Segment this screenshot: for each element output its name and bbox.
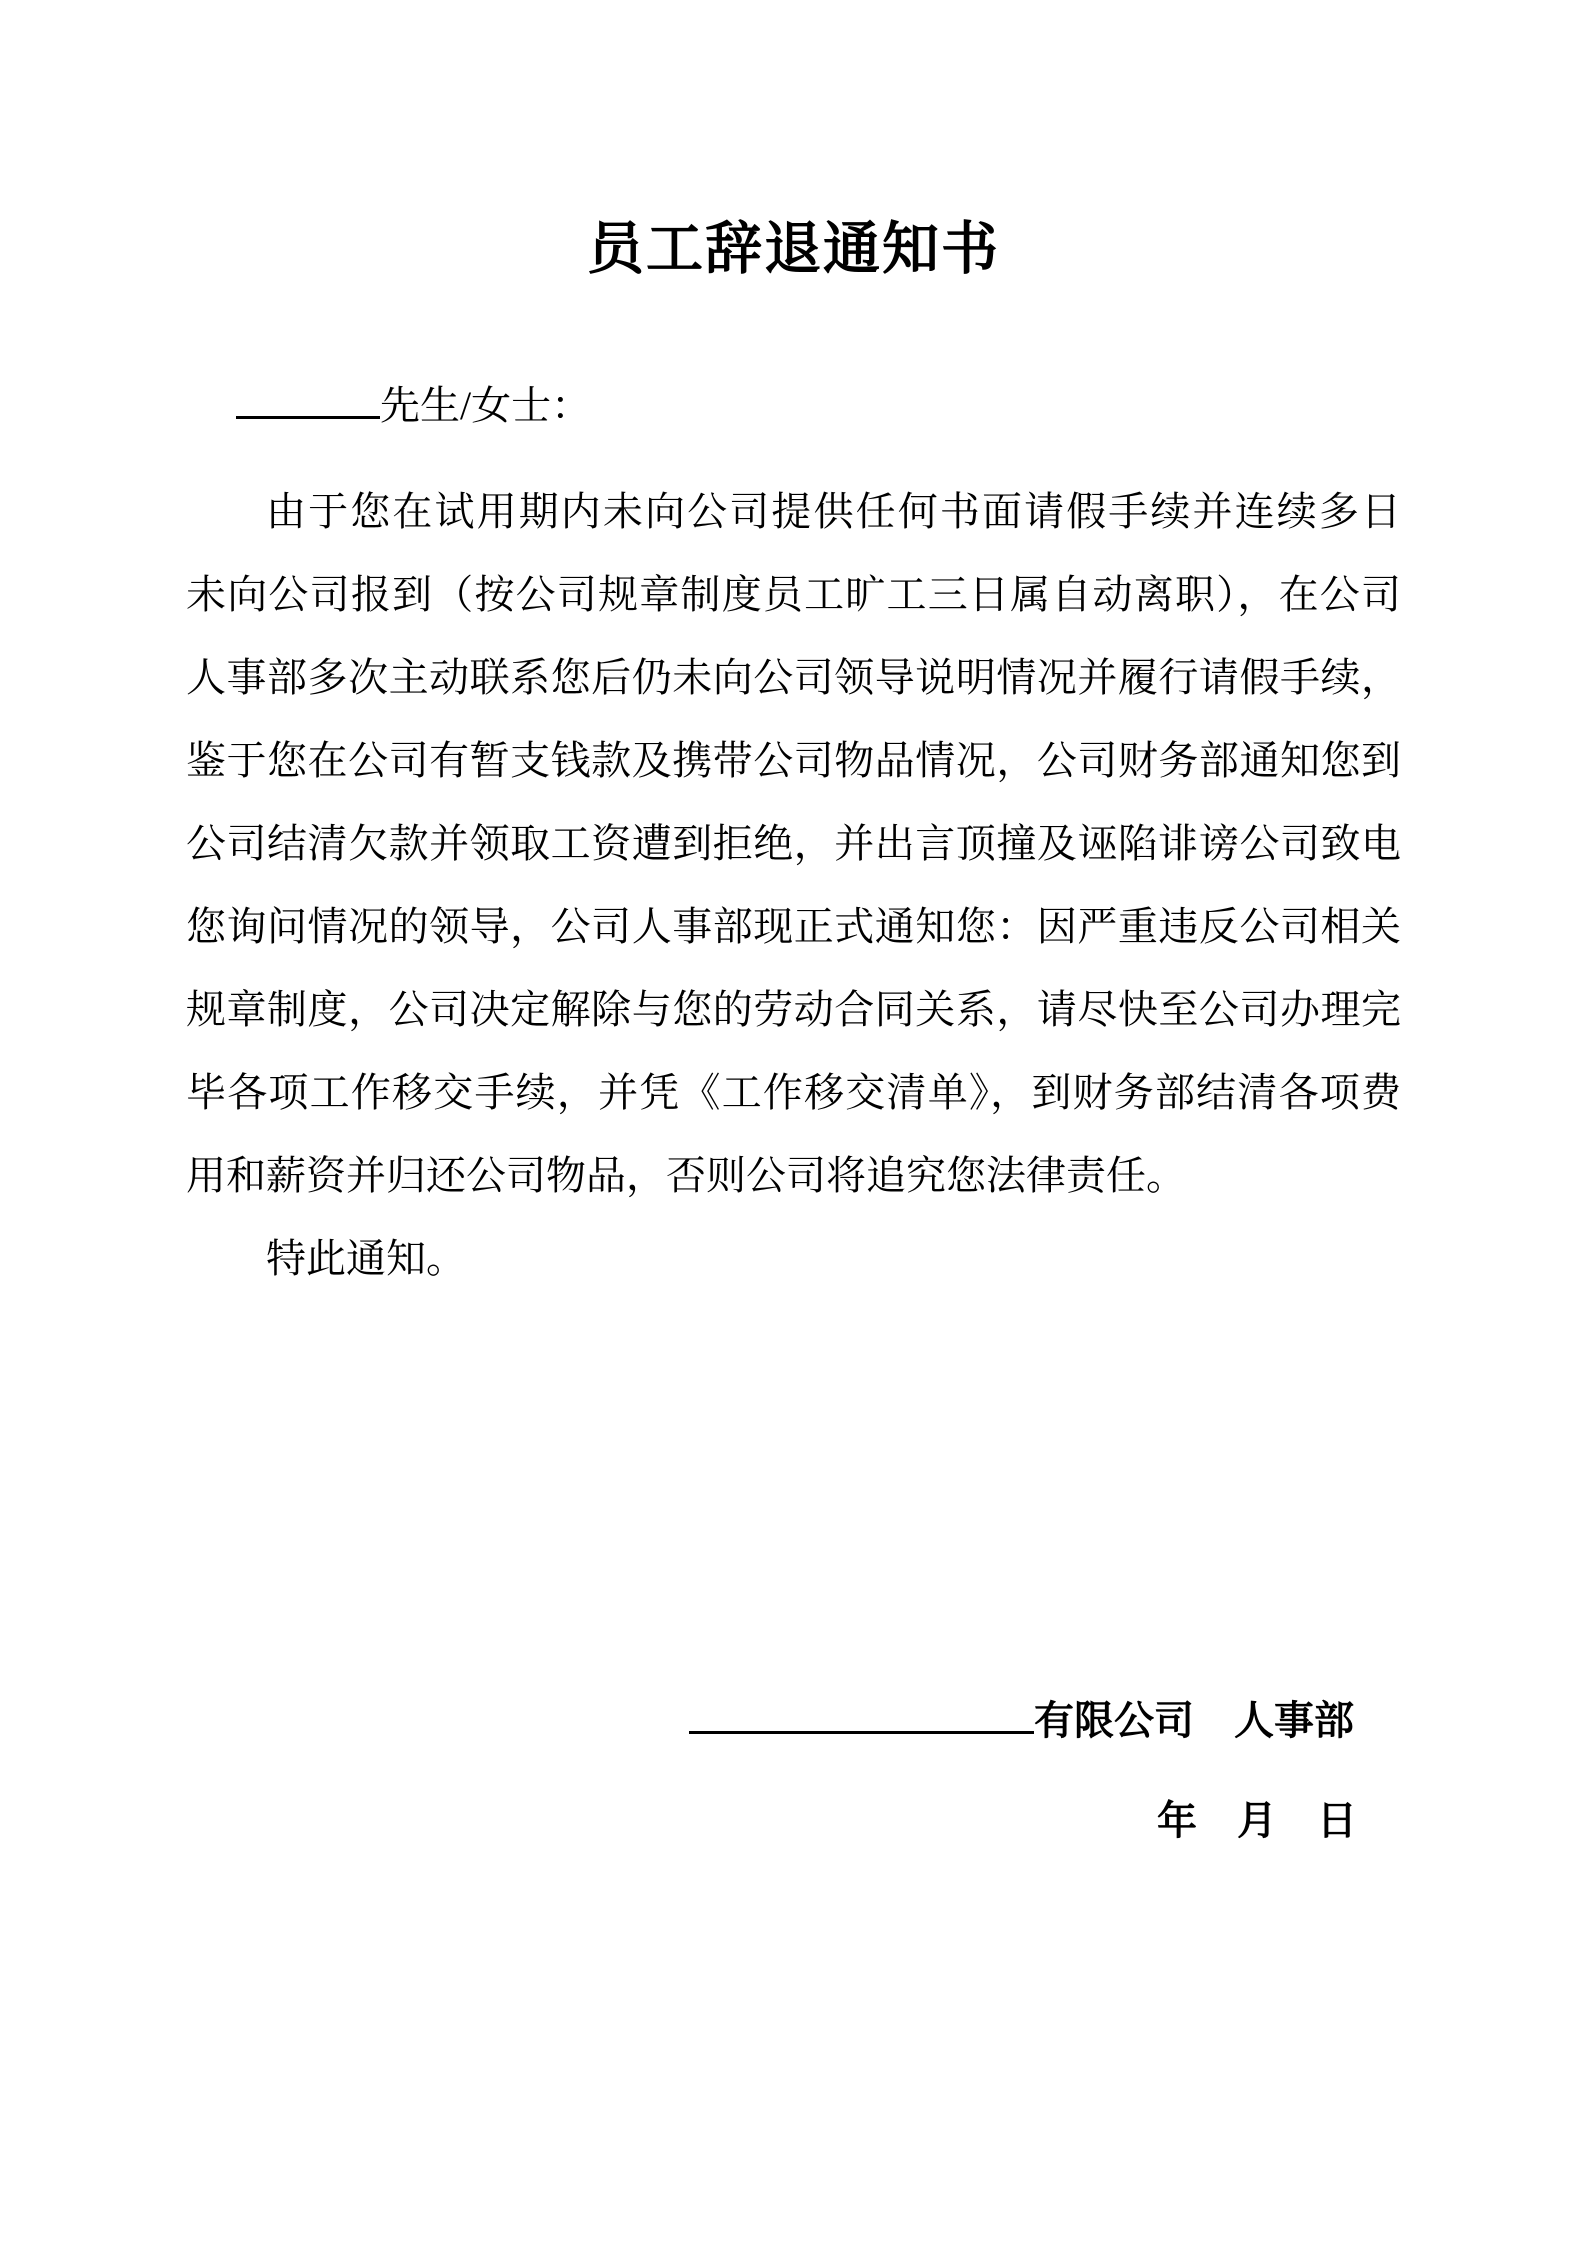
recipient-name-blank-line — [236, 410, 380, 419]
company-signature-label: 有限公司 人事部 — [1034, 1698, 1354, 1743]
document-title: 员工辞退通知书 — [587, 218, 1000, 281]
salutation — [186, 378, 591, 434]
body-line: 公司结清欠款并领取工资遭到拒绝，并出言顶撞及诬陷诽谤公司致电 — [186, 821, 1401, 866]
date-line: 年 月 日 — [1157, 1798, 1357, 1843]
body-line: 人事部多次主动联系您后仍未向公司领导说明情况并履行请假手续， — [186, 655, 1401, 700]
closing-note: 特此通知。 — [266, 1236, 466, 1281]
body-line: 毕各项工作移交手续，并凭《工作移交清单》，到财务部结清各项费 — [186, 1070, 1401, 1115]
body-line: 鉴于您在公司有暂支钱款及携带公司物品情况，公司财务部通知您到 — [186, 738, 1401, 783]
body-line: 规章制度，公司决定解除与您的劳动合同关系，请尽快至公司办理完 — [186, 987, 1401, 1032]
body-line: 由于您在试用期内未向公司提供任何书面请假手续并连续多日 — [266, 489, 1401, 534]
body-line: 用和薪资并归还公司物品，否则公司将追究您法律责任。 — [186, 1153, 1186, 1198]
dismissal-body — [186, 470, 1401, 1300]
company-signature-line — [689, 1690, 1354, 1752]
company-name-blank-line — [689, 1725, 1034, 1734]
body-line: 未向公司报到（按公司规章制度员工旷工三日属自动离职），在公司 — [186, 572, 1401, 617]
body-line: 您询问情况的领导，公司人事部现正式通知您：因严重违反公司相关 — [186, 904, 1401, 949]
salutation-label: 先生/女士： — [380, 383, 592, 428]
